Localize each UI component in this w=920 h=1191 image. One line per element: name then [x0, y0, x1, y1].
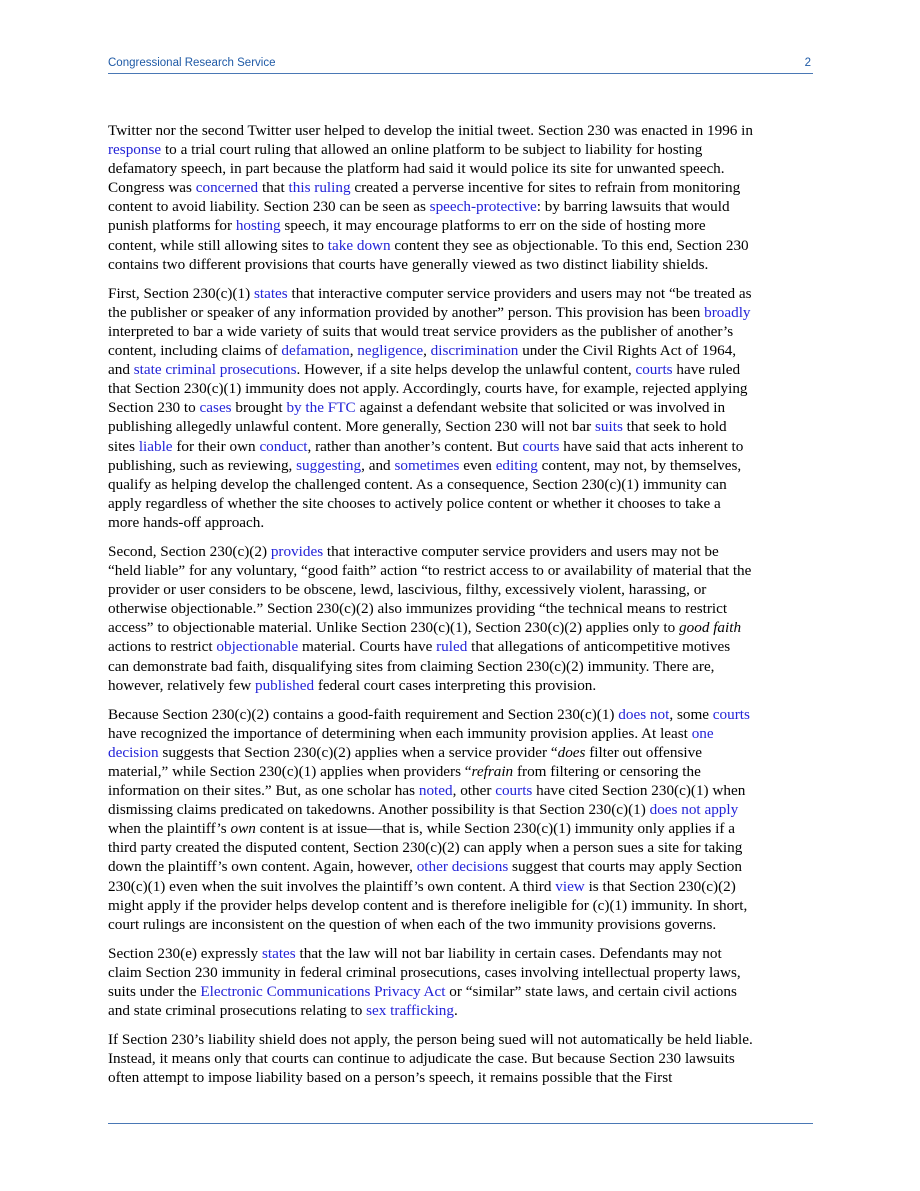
- text-line: [108, 417, 813, 436]
- text-line: [108, 657, 813, 676]
- hyperlink[interactable]: does not apply: [649, 801, 739, 819]
- text-run: against a defendant website that solicited or was involved in: [355, 399, 726, 417]
- text-line: [108, 618, 813, 637]
- text-run: sites: [108, 437, 139, 455]
- text-run: Section 230(e) expressly: [108, 944, 262, 962]
- text-run: . However, if a site helps develop the unlawful content,: [296, 361, 636, 379]
- text-run: however, relatively few: [108, 676, 255, 694]
- italic-text: does: [557, 743, 586, 761]
- text-line: [108, 857, 813, 876]
- text-run: when the plaintiff’s: [108, 820, 231, 838]
- text-line: [108, 944, 813, 963]
- hyperlink[interactable]: sometimes: [394, 456, 460, 474]
- text-line: [108, 197, 813, 216]
- hyperlink[interactable]: state criminal prosecutions: [133, 361, 297, 379]
- text-run: Twitter nor the second Twitter user helped to develop the initial tweet. Section 230 was enacted in 1996 in: [108, 122, 753, 139]
- text-run: more hands-off approach.: [108, 513, 265, 531]
- text-line: [108, 762, 813, 781]
- paragraph: [108, 944, 813, 1020]
- text-line: [108, 676, 813, 695]
- text-line: [108, 159, 813, 178]
- text-line: [108, 580, 813, 599]
- hyperlink[interactable]: broadly: [704, 303, 751, 321]
- text-run: might apply if the provider helps develop content and is therefore ineligible for (c)(1) immunity. In short,: [108, 896, 748, 914]
- text-run: and state criminal prosecutions relating to: [108, 1002, 367, 1020]
- text-run: to a trial court ruling that allowed an online platform to be subject to liability for hosting: [161, 141, 703, 159]
- paragraph: [108, 121, 813, 274]
- text-run: content they see as objectionable. To this end, Section 230: [390, 236, 749, 254]
- hyperlink[interactable]: speech-protective: [429, 198, 537, 216]
- text-line: [108, 982, 813, 1001]
- text-run: punish platforms for: [108, 217, 236, 235]
- text-run: that seek to hold: [622, 418, 727, 436]
- hyperlink[interactable]: provides: [270, 542, 324, 560]
- hyperlink[interactable]: decision: [108, 743, 159, 761]
- text-line: [108, 838, 813, 857]
- text-line: [108, 456, 813, 475]
- hyperlink[interactable]: editing: [495, 456, 538, 474]
- footer-rule: [108, 1123, 813, 1124]
- text-run: publishing, such as reviewing,: [108, 456, 297, 474]
- text-run: contains two different provisions that courts have generally viewed as two distinct liability shields.: [108, 255, 709, 273]
- hyperlink[interactable]: ruled: [436, 638, 468, 656]
- text-run: is that Section 230(c)(2): [584, 877, 736, 895]
- text-run: .: [454, 1002, 458, 1020]
- hyperlink[interactable]: Electronic Communications Privacy Act: [200, 983, 446, 1001]
- text-line: [108, 800, 813, 819]
- text-run: content is at issue—that is, while Section 230(c)(1) immunity only applies if a: [255, 820, 735, 838]
- text-run: for their own: [172, 437, 260, 455]
- text-line: [108, 178, 813, 197]
- text-line: [108, 322, 813, 341]
- text-run: third party created the disputed content, Section 230(c)(2) can apply when a person sues a site for taking: [108, 839, 743, 857]
- hyperlink[interactable]: this ruling: [288, 179, 351, 197]
- text-line: [108, 1030, 813, 1049]
- text-line: [108, 724, 813, 743]
- text-run: otherwise objectionable.” Section 230(c)(2) also immunizes providing “the technical means to restrict: [108, 600, 728, 618]
- text-run: claim Section 230 immunity in federal criminal prosecutions, cases involving intellectual property laws,: [108, 963, 741, 981]
- text-line: [108, 561, 813, 580]
- text-line: [108, 963, 813, 982]
- header-rule: [108, 73, 813, 74]
- text-line: [108, 475, 813, 494]
- hyperlink[interactable]: discrimination: [430, 342, 519, 360]
- hyperlink[interactable]: courts: [635, 361, 673, 379]
- text-line: [108, 743, 813, 762]
- text-run: content, may not, by themselves,: [537, 456, 742, 474]
- text-run: Instead, it means only that courts can continue to adjudicate the case. But because Section 230 lawsuits: [108, 1050, 735, 1068]
- hyperlink[interactable]: states: [261, 944, 296, 962]
- text-run: suggest that courts may apply Section: [508, 858, 742, 876]
- text-run: court rulings are inconsistent on the question of when each of the two immunity provisions governs.: [108, 915, 717, 933]
- text-run: filter out offensive: [585, 743, 702, 761]
- hyperlink[interactable]: other decisions: [416, 858, 509, 876]
- text-run: have said that acts inherent to: [559, 437, 744, 455]
- text-run: or “similar” state laws, and certain civil actions: [445, 983, 737, 1001]
- text-run: ,: [349, 342, 358, 360]
- text-run: If Section 230’s liability shield does not apply, the person being sued will not automatically be held liable.: [108, 1031, 753, 1049]
- hyperlink[interactable]: one: [691, 724, 714, 742]
- text-line: [108, 1068, 813, 1087]
- text-run: that: [258, 179, 289, 197]
- document-body: [108, 121, 813, 1098]
- text-run: federal court cases interpreting this provision.: [314, 676, 597, 694]
- text-run: that allegations of anticompetitive motives: [467, 638, 731, 656]
- hyperlink[interactable]: noted: [418, 782, 453, 800]
- text-run: Second, Section 230(c)(2): [108, 542, 271, 560]
- text-line: [108, 121, 813, 140]
- paragraph: [108, 542, 813, 695]
- text-line: [108, 437, 813, 456]
- page-number: 2: [804, 57, 811, 69]
- text-line: [108, 542, 813, 561]
- text-run: interpreted to bar a wide variety of suits that would treat service providers as the publisher of another’s: [108, 322, 734, 340]
- text-line: [108, 513, 813, 532]
- text-line: [108, 915, 813, 934]
- hyperlink[interactable]: conduct: [259, 437, 308, 455]
- hyperlink[interactable]: courts: [495, 782, 533, 800]
- text-line: [108, 637, 813, 656]
- text-run: have cited Section 230(c)(1) when: [532, 782, 746, 800]
- text-run: provider or user considers to be obscene, lewd, lascivious, filthy, excessively violent, harassing, or: [108, 581, 707, 599]
- text-line: [108, 494, 813, 513]
- text-run: brought: [231, 399, 287, 417]
- text-run: apply regardless of whether the site chooses to actively police content or whether it chooses to take a: [108, 494, 721, 512]
- hyperlink[interactable]: negligence: [357, 342, 424, 360]
- text-line: [108, 781, 813, 800]
- text-run: under the Civil Rights Act of 1964,: [518, 342, 737, 360]
- hyperlink[interactable]: courts: [712, 705, 750, 723]
- hyperlink[interactable]: sex trafficking: [366, 1002, 454, 1020]
- hyperlink[interactable]: response: [108, 141, 162, 159]
- text-line: [108, 341, 813, 360]
- text-run: the publisher or speaker of any information provided by another” person. This provision has been: [108, 303, 705, 321]
- text-run: from filtering or censoring the: [513, 763, 701, 780]
- italic-text: refrain: [471, 763, 514, 780]
- paragraph: [108, 284, 813, 532]
- text-line: [108, 398, 813, 417]
- text-run: , some: [669, 705, 713, 723]
- hyperlink[interactable]: concerned: [195, 179, 259, 197]
- text-run: have ruled: [672, 361, 741, 379]
- text-run: information on their sites.” But, as one scholar has: [108, 782, 419, 800]
- text-run: ,: [423, 342, 431, 360]
- text-run: publishing allegedly unlawful content. More generally, Section 230 will not bar: [108, 418, 596, 436]
- text-line: [108, 216, 813, 235]
- text-run: created a perverse incentive for sites to refrain from monitoring: [350, 179, 741, 197]
- text-run: material. Courts have: [298, 638, 437, 656]
- italic-text: own: [230, 820, 256, 838]
- text-line: [108, 599, 813, 618]
- text-run: that interactive computer service providers and users may not be: [323, 542, 719, 560]
- hyperlink[interactable]: suggesting: [296, 456, 362, 474]
- text-run: Congress was: [108, 179, 196, 197]
- text-run: and: [108, 361, 134, 379]
- text-run: that Section 230(c)(1) immunity does not apply. Accordingly, courts have, for example, rejected applying: [108, 380, 748, 398]
- text-line: [108, 819, 813, 838]
- text-line: [108, 284, 813, 303]
- hyperlink[interactable]: states: [253, 284, 288, 302]
- hyperlink[interactable]: suits: [595, 418, 623, 436]
- paragraph: [108, 705, 813, 934]
- text-line: [108, 236, 813, 255]
- text-run: content, including claims of: [108, 342, 282, 360]
- text-line: [108, 255, 813, 274]
- page-header: [108, 55, 813, 73]
- text-run: dismissing claims predicated on takedowns. Another possibility is that Section 230(c)(1): [108, 801, 650, 819]
- text-run: that interactive computer service providers and users may not “be treated as: [287, 284, 752, 302]
- text-run: content, while still allowing sites to: [108, 236, 328, 254]
- text-run: defamatory speech, in part because the platform had said it would police its site for unwanted speech.: [108, 160, 725, 178]
- text-line: [108, 705, 813, 724]
- text-run: “held liable” for any voluntary, “good faith” action “to restrict access to or availability of material that the: [108, 562, 752, 580]
- text-line: [108, 360, 813, 379]
- text-line: [108, 140, 813, 159]
- hyperlink[interactable]: cases: [199, 399, 232, 417]
- hyperlink[interactable]: courts: [522, 437, 560, 455]
- italic-text: good faith: [679, 619, 742, 637]
- text-line: [108, 896, 813, 915]
- text-run: that the law will not bar liability in certain cases. Defendants may not: [295, 944, 722, 962]
- text-run: First, Section 230(c)(1): [108, 284, 254, 302]
- hyperlink[interactable]: published: [254, 676, 315, 694]
- text-line: [108, 1001, 813, 1020]
- text-run: 230(c)(1) even when the suit involves the plaintiff’s own content. A third: [108, 877, 556, 895]
- text-run: qualify as helping develop the challenged content. As a consequence, Section 230(c)(1) immunity can: [108, 475, 727, 493]
- hyperlink[interactable]: does not: [618, 705, 670, 723]
- text-run: speech, it may encourage platforms to err on the side of hosting more: [280, 217, 706, 235]
- text-run: have recognized the importance of determining when each immunity provision applies. At least: [108, 724, 692, 742]
- text-run: can demonstrate bad faith, disqualifying sites from claiming Section 230(c)(2) immunity. There are,: [108, 657, 715, 675]
- text-run: : by barring lawsuits that would: [536, 198, 730, 216]
- text-line: [108, 877, 813, 896]
- text-run: , and: [361, 456, 395, 474]
- text-run: suggests that Section 230(c)(2) applies when a service provider “: [158, 743, 558, 761]
- text-line: [108, 1049, 813, 1068]
- text-run: material,” while Section 230(c)(1) applies when providers “: [108, 763, 472, 780]
- text-line: [108, 303, 813, 322]
- paragraph: [108, 1030, 813, 1087]
- text-line: [108, 379, 813, 398]
- text-run: Because Section 230(c)(2) contains a good-faith requirement and Section 230(c)(1): [108, 705, 619, 723]
- text-run: content to avoid liability. Section 230 can be seen as: [108, 198, 430, 216]
- header-organization: Congressional Research Service: [108, 57, 276, 69]
- hyperlink[interactable]: hosting: [235, 217, 281, 235]
- text-run: , rather than another’s content. But: [307, 437, 523, 455]
- hyperlink[interactable]: defamation: [281, 342, 350, 360]
- hyperlink[interactable]: objectionable: [216, 638, 299, 656]
- hyperlink[interactable]: by the FTC: [286, 399, 356, 417]
- text-run: Section 230 to: [108, 399, 200, 417]
- text-run: actions to restrict: [108, 638, 217, 656]
- text-run: even: [459, 456, 496, 474]
- text-run: often attempt to impose liability based on a person’s speech, it remains possible that the First: [108, 1069, 673, 1087]
- hyperlink[interactable]: take down: [327, 236, 391, 254]
- hyperlink[interactable]: liable: [138, 437, 173, 455]
- hyperlink[interactable]: view: [555, 877, 585, 895]
- text-run: access” to objectionable material. Unlike Section 230(c)(1), Section 230(c)(2) applies only to: [108, 619, 680, 637]
- text-run: , other: [452, 782, 496, 800]
- text-run: suits under the: [108, 983, 201, 1001]
- text-run: down the plaintiff’s own content. Again, however,: [108, 858, 417, 876]
